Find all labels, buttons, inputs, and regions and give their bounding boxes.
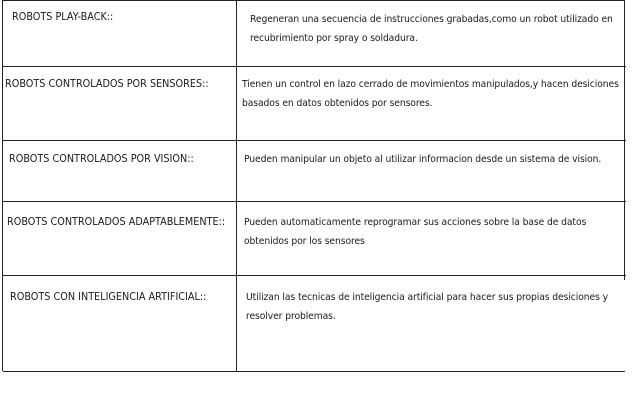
table-border-top: [2, 0, 624, 1]
table-row-description: Pueden automaticamente reprogramar sus acciones sobre la base de datos obtenidos por los sensores: [244, 217, 587, 247]
table-row-term: ROBOTS PLAY-BACK::: [12, 11, 114, 23]
table-row-term: ROBOTS CON INTELIGENCIA ARTIFICIAL::: [10, 291, 207, 303]
row-divider: [2, 275, 626, 276]
table-row-term: ROBOTS CONTROLADOS POR VISION::: [9, 153, 194, 165]
column-divider: [236, 0, 237, 371]
row-divider: [2, 66, 626, 67]
table-row-description: Pueden manipular un objeto al utilizar informacion desde un sistema de vision.: [244, 154, 602, 165]
table-row-term: ROBOTS CONTROLADOS POR SENSORES::: [5, 78, 209, 90]
table-row-description: Utilizan las tecnicas de inteligencia artificial para hacer sus propias desiciones y resolver problemas.: [246, 292, 608, 322]
table-border-bottom: [3, 371, 625, 372]
row-divider: [2, 140, 626, 141]
table-row-description: Regeneran una secuencia de instrucciones grabadas,como un robot utilizado en recubrimiento por spray o soldadura.: [250, 14, 613, 44]
row-divider: [2, 201, 626, 202]
table-row-term: ROBOTS CONTROLADOS ADAPTABLEMENTE::: [7, 216, 226, 228]
table-row-description: Tienen un control en lazo cerrado de movimientos manipulados,y hacen desiciones basados en datos obtenidos por sensores.: [242, 79, 619, 109]
table-border-left: [2, 0, 3, 371]
